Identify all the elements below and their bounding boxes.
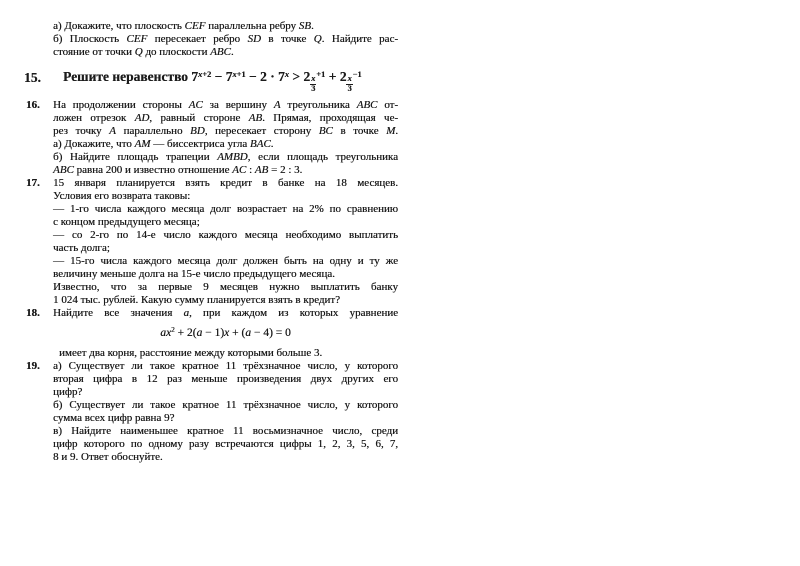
text-line: [53, 294, 398, 307]
text-line: [53, 242, 398, 255]
text-segment: параллельна ребру: [205, 20, 299, 32]
text-segment: CEF: [126, 33, 148, 45]
problem-15: [24, 59, 398, 99]
text-segment: — со 2-го по 14-е число каждого месяца необходимо выплатить: [53, 228, 398, 241]
text-line: [53, 438, 398, 451]
equation-line: [53, 320, 398, 347]
text-segment: AB: [254, 163, 269, 176]
text-segment: 15 января планируется взять кредит в банке на 18 месяцев.: [53, 176, 398, 189]
problem-number: 17.: [26, 176, 40, 189]
text-segment: треугольника: [280, 98, 357, 111]
text-segment: − 1): [202, 326, 225, 339]
text-segment: Q: [313, 33, 322, 45]
text-segment: x: [224, 326, 230, 339]
text-line: [53, 112, 398, 125]
text-segment: M: [386, 124, 396, 137]
text-segment: Решите неравенство: [63, 69, 192, 84]
text-segment: SB: [298, 20, 312, 32]
text-line: [53, 151, 398, 164]
text-segment: ABC: [210, 46, 231, 58]
text-segment: цифр?: [53, 385, 83, 398]
text-segment: в точке: [260, 33, 314, 45]
text-line: [53, 138, 398, 151]
text-segment: AM: [134, 137, 151, 150]
text-segment: BC: [318, 124, 333, 137]
text-segment: от-: [377, 98, 399, 111]
fraction: $\frac{x}{3}$: [347, 74, 352, 93]
text-segment: − 7: [211, 69, 233, 84]
text-line: [53, 373, 398, 386]
page-content: [24, 20, 399, 464]
text-segment: x: [284, 70, 289, 79]
text-line: [53, 177, 398, 190]
text-segment: > 2: [288, 69, 311, 84]
text-segment: а) Докажите, что: [53, 137, 135, 150]
text-line: [53, 46, 398, 59]
problem-number: 15.: [24, 70, 41, 85]
text-segment: , равный стороне: [149, 111, 249, 124]
text-segment: за вершину: [202, 98, 274, 111]
text-segment: Условия его возврата таковы:: [53, 189, 191, 202]
text-segment: CEF: [184, 20, 206, 32]
text-segment: 1 024 тыс. рублей. Какую сумму планируется взять в кредит?: [53, 293, 340, 306]
text-segment: пересекает ребро: [147, 33, 248, 45]
text-segment: + 2(: [174, 326, 197, 339]
text-segment: 8 и 9. Ответ обоснуйте.: [53, 450, 163, 463]
text-segment: б) Найдите площадь трапеции: [53, 150, 218, 163]
text-line: [53, 20, 398, 33]
text-line: [53, 386, 398, 399]
problem-number: 19.: [26, 359, 40, 372]
text-segment: а) Существует ли такое кратное 11 трёхзначное число, у которого: [53, 359, 398, 372]
text-segment: BD: [190, 124, 205, 137]
text-line: [53, 360, 398, 373]
text-line: [53, 347, 398, 360]
text-line: [53, 99, 398, 112]
text-segment: .: [230, 46, 234, 58]
text-segment: Q: [134, 46, 143, 58]
text-segment: .: [395, 124, 398, 137]
text-segment: рез точку: [53, 124, 110, 137]
text-segment: +1: [236, 70, 246, 79]
text-segment: — 1-го числа каждого месяца долг возрастает на 2% по сравнению: [53, 202, 398, 215]
text-segment: , пересекает сторону: [204, 124, 319, 137]
text-segment: a: [183, 306, 189, 319]
text-segment: . Найдите рас-: [321, 33, 398, 45]
text-segment: a: [196, 326, 203, 339]
superscript: [232, 70, 245, 79]
text-segment: + 2: [325, 69, 347, 84]
text-segment: = 2 : 3.: [268, 163, 303, 176]
text-segment: − 2 · 7: [245, 69, 285, 84]
problem-17: [26, 176, 398, 307]
text-segment: — биссектриса угла: [150, 137, 250, 150]
text-segment: +1: [316, 70, 326, 79]
text-segment: a: [245, 326, 251, 339]
text-segment: −1: [352, 70, 362, 79]
fraction: $\frac{x}{3}$: [311, 74, 316, 93]
text-line: [53, 268, 398, 281]
text-segment: BAC: [249, 137, 271, 150]
text-segment: б) Плоскость: [53, 33, 127, 45]
text-segment: AD: [134, 111, 150, 124]
problem-14-continuation: [53, 20, 398, 59]
text-line: [53, 33, 398, 46]
text-segment: 7: [191, 69, 199, 84]
text-segment: Известно, что за первые 9 месяцев нужно выплатить банку: [53, 280, 398, 293]
text-segment: б) Существует ли такое кратное 11 трёхзначное число, у которого: [53, 398, 398, 411]
text-segment: цифр которого по одному разу встречаются цифры 1, 2, 3, 5, 6, 7,: [53, 437, 398, 450]
text-line: [53, 164, 398, 177]
text-segment: в) Найдите наименьшее кратное 11 восьмизначное число, среди: [53, 424, 398, 437]
text-segment: часть долга;: [53, 241, 110, 254]
text-segment: AC: [188, 98, 203, 111]
text-line: [53, 255, 398, 268]
text-line: [53, 307, 398, 320]
text-segment: AB: [248, 111, 263, 124]
text-segment: сумма всех цифр равна 9?: [53, 411, 175, 424]
inequality-line: [53, 59, 398, 99]
text-segment: x: [232, 70, 237, 79]
text-line: [53, 229, 398, 242]
text-line: [53, 451, 398, 464]
problem-number: 16.: [26, 98, 40, 111]
text-segment: — 15-го числа каждого месяца долг должен быть на одну и ту же: [53, 254, 398, 267]
text-line: [53, 412, 398, 425]
text-segment: .: [270, 137, 274, 150]
text-segment: в точке: [332, 124, 387, 137]
text-segment: вторая цифра в 12 раз меньше произведения двух других его: [53, 372, 398, 385]
text-segment: . Прямая, проходящая че-: [262, 111, 398, 124]
superscript: [198, 70, 211, 79]
text-segment: .: [311, 20, 314, 32]
text-segment: до плоскости: [142, 46, 211, 58]
text-segment: 2: [171, 325, 175, 334]
text-segment: равна 200 и известно отношение: [73, 163, 233, 176]
text-segment: :: [246, 163, 255, 176]
problem-number: 18.: [26, 306, 40, 319]
text-segment: A: [273, 98, 281, 111]
text-segment: , при каждом из которых уравнение: [188, 306, 398, 319]
text-segment: имеет два корня, расстояние между которыми больше 3.: [59, 346, 323, 359]
text-line: [53, 425, 398, 438]
text-segment: ABC: [53, 163, 74, 176]
text-segment: На продолжении стороны: [53, 98, 189, 111]
text-segment: ax: [160, 326, 172, 339]
text-segment: x: [198, 70, 203, 79]
text-segment: +2: [202, 70, 212, 79]
text-line: [53, 281, 398, 294]
text-line: [53, 399, 398, 412]
text-segment: AC: [232, 163, 247, 176]
text-segment: AMBD: [217, 150, 248, 163]
text-line: [53, 125, 398, 138]
text-segment: ложен отрезок: [53, 111, 135, 124]
text-segment: параллельно: [115, 124, 191, 137]
text-segment: − 4) = 0: [250, 326, 291, 339]
text-segment: величину меньше долга на 15-е число предыдущего месяца.: [53, 267, 335, 280]
text-segment: Найдите все значения: [53, 306, 184, 319]
text-segment: , если площадь треугольника: [247, 150, 398, 163]
text-segment: а) Докажите, что плоскость: [53, 20, 185, 32]
text-line: [53, 190, 398, 203]
text-segment: A: [109, 124, 116, 137]
problem-19: [26, 359, 398, 464]
text-segment: SD: [247, 33, 261, 45]
problem-16: [26, 98, 399, 177]
text-segment: стояние от точки: [53, 46, 135, 58]
problem-18: [26, 306, 398, 360]
text-segment: + (: [229, 326, 246, 339]
text-segment: ABC: [356, 98, 378, 111]
text-line: [53, 203, 398, 216]
text-segment: с концом предыдущего месяца;: [53, 215, 200, 228]
text-line: [53, 216, 398, 229]
